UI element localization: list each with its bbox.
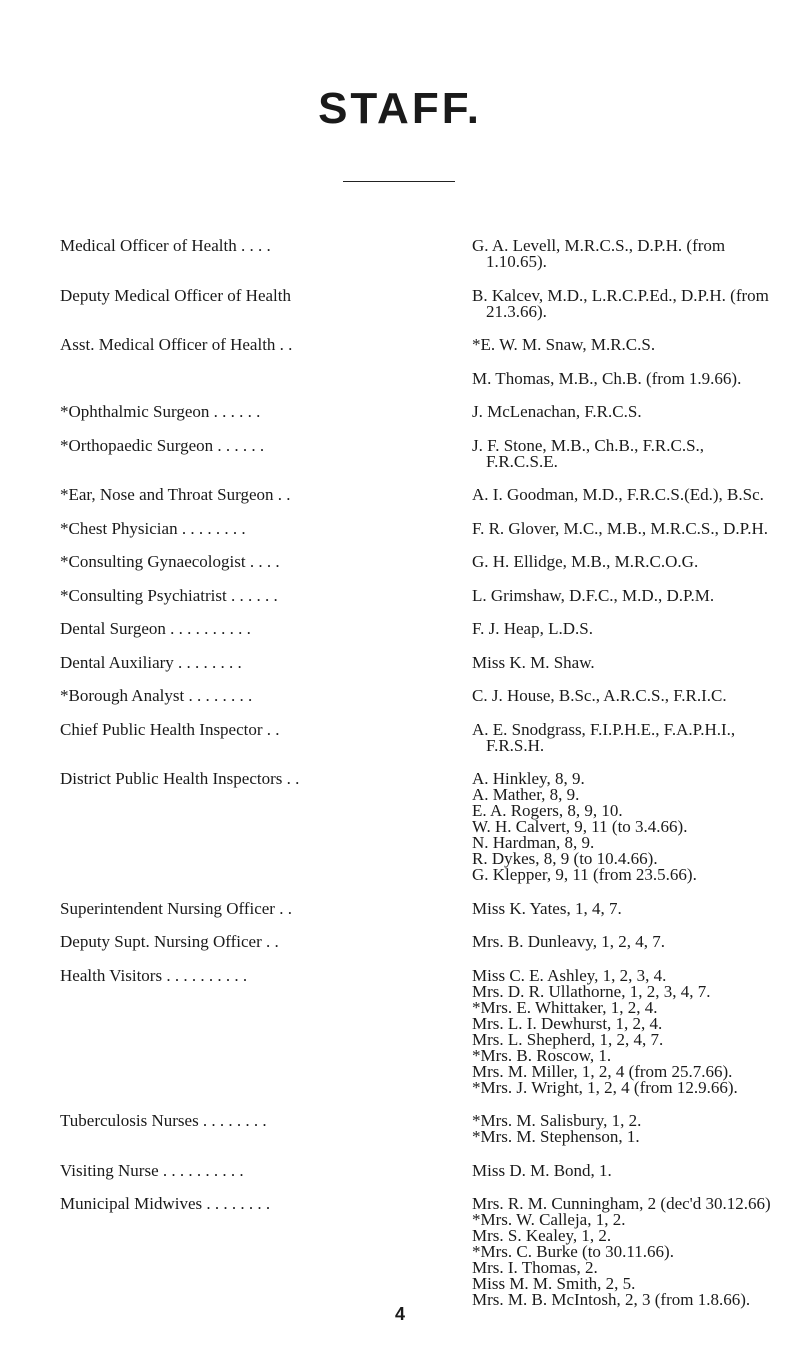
staff-entry — [60, 898, 780, 918]
staff-name: *E. W. M. Snaw, M.R.C.S. — [472, 335, 656, 354]
staff-name: *Mrs. W. Calleja, 1, 2. — [472, 1210, 626, 1229]
staff-names — [472, 1113, 780, 1145]
staff-name: E. A. Rogers, 8, 9, 10. — [472, 801, 623, 820]
staff-entry — [60, 404, 780, 420]
staff-names — [472, 1160, 780, 1180]
staff-names — [472, 435, 780, 471]
staff-names — [472, 771, 780, 883]
staff-name: R. Dykes, 8, 9 (to 10.4.66). — [472, 849, 658, 868]
staff-names — [472, 404, 780, 420]
staff-entry — [60, 1160, 780, 1180]
staff-entry — [60, 518, 780, 538]
staff-entry — [60, 585, 780, 605]
staff-names — [472, 585, 780, 605]
staff-entry — [60, 337, 780, 353]
staff-name: *Mrs. C. Burke (to 30.11.66). — [472, 1242, 674, 1261]
staff-name: N. Hardman, 8, 9. — [472, 833, 595, 852]
staff-name: Mrs. M. B. McIntosh, 2, 3 (from 1.8.66). — [472, 1290, 751, 1309]
staff-role: *Ophthalmic Surgeon . . . . . . — [60, 402, 261, 421]
staff-entry — [60, 554, 780, 570]
staff-role: Deputy Supt. Nursing Officer . . — [60, 932, 279, 951]
staff-names — [472, 688, 780, 704]
staff-name: Mrs. R. M. Cunningham, 2 (dec'd 30.12.66) — [472, 1194, 771, 1213]
staff-entry — [60, 934, 780, 950]
staff-name: *Mrs. E. Whittaker, 1, 2, 4. — [472, 997, 658, 1017]
staff-name: Mrs. S. Kealey, 1, 2. — [472, 1226, 612, 1245]
staff-entry — [60, 435, 780, 471]
staff-name: Mrs. D. R. Ullathorne, 1, 2, 3, 4, 7. — [472, 981, 711, 1001]
staff-name: G. Klepper, 9, 11 (from 23.5.66). — [472, 865, 697, 884]
staff-entry — [60, 719, 780, 755]
staff-name: L. Grimshaw, D.F.C., M.D., D.P.M. — [472, 585, 715, 605]
staff-role: Superintendent Nursing Officer . . — [60, 898, 292, 918]
staff-name: A. Hinkley, 8, 9. — [472, 769, 585, 788]
staff-name: Miss K. Yates, 1, 4, 7. — [472, 898, 622, 918]
staff-names — [472, 898, 780, 918]
title-divider — [343, 181, 455, 182]
staff-role: District Public Health Inspectors . . — [60, 769, 300, 788]
staff-name: A. E. Snodgrass, F.I.P.H.E., F.A.P.H.I., F.R.S.H. — [472, 719, 736, 755]
staff-names — [472, 652, 780, 672]
staff-role: *Orthopaedic Surgeon . . . . . . — [60, 435, 265, 455]
staff-role: Asst. Medical Officer of Health . . — [60, 335, 293, 354]
staff-name: Miss C. E. Ashley, 1, 2, 3, 4. — [472, 965, 667, 985]
staff-role: *Ear, Nose and Throat Surgeon . . — [60, 485, 291, 504]
staff-role: Municipal Midwives . . . . . . . . — [60, 1194, 271, 1213]
staff-names — [472, 934, 780, 950]
staff-names — [472, 238, 780, 270]
staff-role: Visiting Nurse . . . . . . . . . . — [60, 1160, 244, 1180]
staff-entry — [60, 688, 780, 704]
staff-names — [472, 719, 780, 755]
staff-name: *Mrs. B. Roscow, 1. — [472, 1045, 612, 1065]
page-title: STAFF. — [318, 84, 482, 133]
staff-name: F. J. Heap, L.D.S. — [472, 619, 593, 638]
staff-role: *Chest Physician . . . . . . . . — [60, 518, 246, 538]
staff-names — [472, 554, 780, 570]
staff-role: Dental Surgeon . . . . . . . . . . — [60, 619, 251, 638]
staff-name: Miss M. M. Smith, 2, 5. — [472, 1274, 636, 1293]
staff-role: Deputy Medical Officer of Health — [60, 285, 291, 305]
staff-role: *Consulting Psychiatrist . . . . . . — [60, 585, 278, 605]
staff-names — [472, 368, 780, 388]
staff-entry — [60, 368, 780, 388]
staff-name: Mrs. B. Dunleavy, 1, 2, 4, 7. — [472, 932, 665, 951]
staff-names — [472, 518, 780, 538]
staff-names — [472, 1196, 780, 1308]
staff-name: F. R. Glover, M.C., M.B., M.R.C.S., D.P.H. — [472, 518, 768, 538]
staff-list — [60, 238, 780, 1326]
staff-name: J. F. Stone, M.B., Ch.B., F.R.C.S., F.R.C.S.E. — [472, 435, 705, 471]
staff-name: *Mrs. M. Salisbury, 1, 2. — [472, 1111, 642, 1130]
staff-names — [472, 965, 780, 1097]
staff-name: *Mrs. J. Wright, 1, 2, 4 (from 12.9.66). — [472, 1077, 738, 1097]
staff-names — [472, 621, 780, 637]
staff-role: *Consulting Gynaecologist . . . . — [60, 552, 280, 571]
staff-entry — [60, 487, 780, 503]
staff-name: Miss K. M. Shaw. — [472, 652, 595, 672]
staff-entry — [60, 285, 780, 321]
staff-role: Health Visitors . . . . . . . . . . — [60, 965, 248, 985]
staff-name: B. Kalcev, M.D., L.R.C.P.Ed., D.P.H. (from 21.3.66). — [472, 285, 769, 321]
staff-entry — [60, 1196, 780, 1308]
staff-role: Chief Public Health Inspector . . — [60, 719, 280, 739]
staff-names — [472, 285, 780, 321]
staff-entry — [60, 1113, 780, 1145]
staff-name: Mrs. L. I. Dewhurst, 1, 2, 4. — [472, 1013, 663, 1033]
staff-entry — [60, 965, 780, 1097]
staff-names — [472, 337, 780, 353]
staff-name: G. H. Ellidge, M.B., M.R.C.O.G. — [472, 552, 699, 571]
staff-role: *Borough Analyst . . . . . . . . — [60, 686, 253, 705]
staff-name: Mrs. I. Thomas, 2. — [472, 1258, 598, 1277]
staff-role — [60, 371, 472, 387]
staff-entry — [60, 621, 780, 637]
page-number: 4 — [394, 1304, 405, 1324]
staff-name: *Mrs. M. Stephenson, 1. — [472, 1127, 640, 1146]
staff-entry — [60, 238, 780, 270]
staff-name: W. H. Calvert, 9, 11 (to 3.4.66). — [472, 817, 688, 836]
staff-role: Medical Officer of Health . . . . — [60, 236, 271, 255]
staff-name: M. Thomas, M.B., Ch.B. (from 1.9.66). — [472, 368, 742, 388]
staff-names — [472, 487, 780, 503]
staff-name: A. I. Goodman, M.D., F.R.C.S.(Ed.), B.Sc. — [472, 485, 764, 504]
staff-role: Tuberculosis Nurses . . . . . . . . — [60, 1111, 267, 1130]
staff-role: Dental Auxiliary . . . . . . . . — [60, 652, 242, 672]
staff-entry — [60, 771, 780, 883]
staff-name: A. Mather, 8, 9. — [472, 785, 580, 804]
staff-name: Mrs. M. Miller, 1, 2, 4 (from 25.7.66). — [472, 1061, 733, 1081]
staff-entry — [60, 652, 780, 672]
staff-name: J. McLenachan, F.R.C.S. — [472, 402, 642, 421]
staff-name: Mrs. L. Shepherd, 1, 2, 4, 7. — [472, 1029, 664, 1049]
staff-name: G. A. Levell, M.R.C.S., D.P.H. (from 1.10.65). — [472, 236, 726, 271]
staff-name: Miss D. M. Bond, 1. — [472, 1160, 612, 1180]
staff-name: C. J. House, B.Sc., A.R.C.S., F.R.I.C. — [472, 686, 727, 705]
